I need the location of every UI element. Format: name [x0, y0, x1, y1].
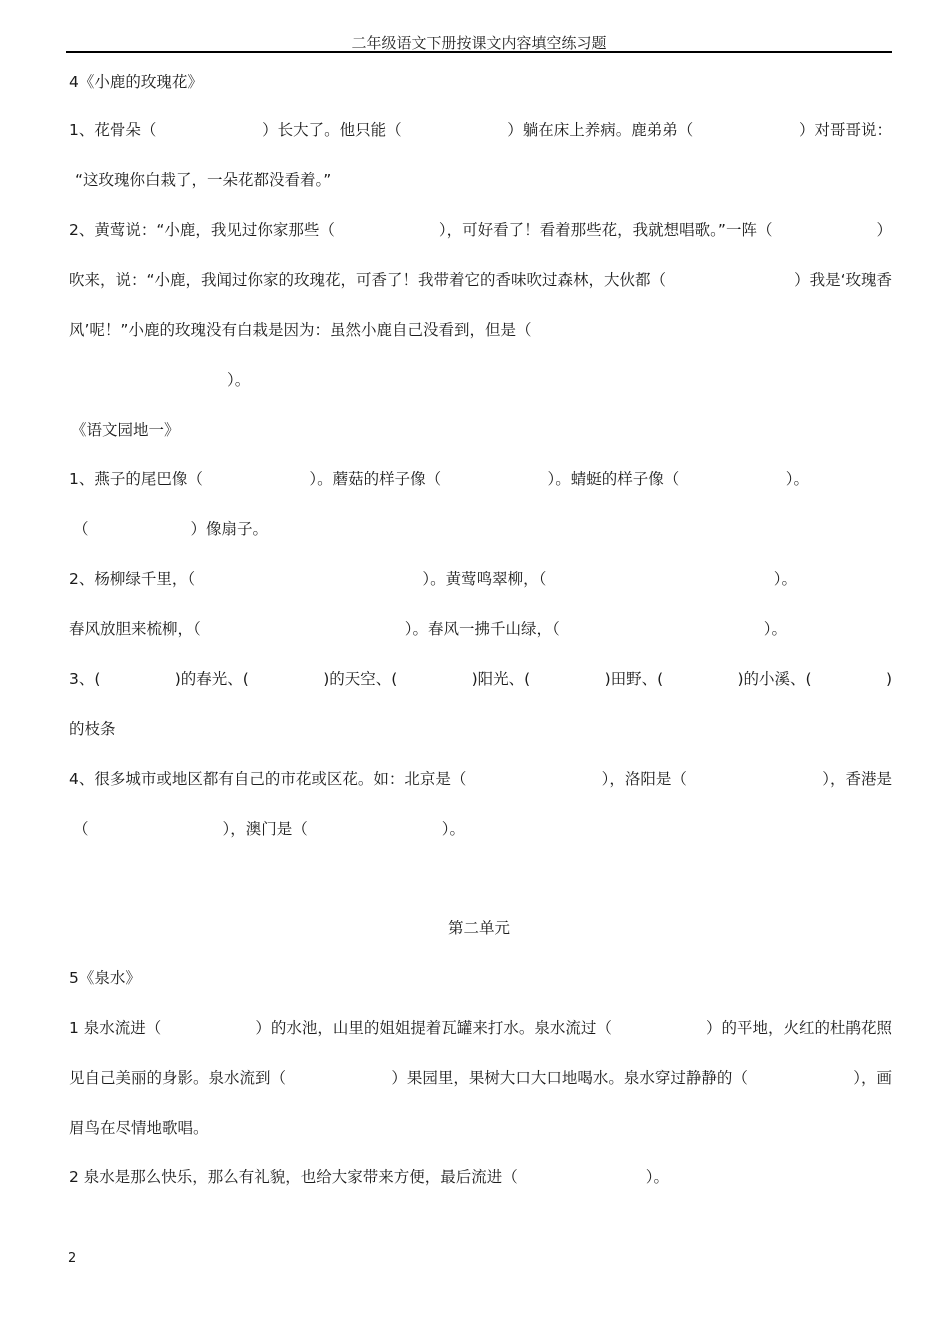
text-segment: ）。	[441, 820, 465, 838]
garden1-q2-line1	[69, 567, 797, 591]
text-segment: ）我是‘玫瑰香	[794, 271, 892, 289]
text-segment: ）。蜻蜓的样子像（	[547, 470, 680, 488]
text-segment: ），可好看了！看着那些花，我就想唱歌。”一阵（	[438, 221, 773, 239]
garden1-q3-line2: 的枝条	[69, 720, 116, 738]
garden1-q4-line1	[69, 767, 892, 791]
text-segment: ）。春风一拂千山绿，（	[404, 620, 560, 638]
lesson4-q2-line2	[69, 268, 892, 292]
text-segment: 3、(	[69, 670, 101, 688]
garden1-title: 《语文园地一》	[71, 421, 180, 439]
text-segment: ），香港是	[822, 770, 892, 788]
text-segment: ）的平地，火红的杜鹃花照	[705, 1019, 892, 1037]
text-segment: )的小溪、(	[737, 670, 812, 688]
lesson5-q2-line1	[69, 1165, 669, 1189]
lesson5-title: 5《泉水》	[69, 969, 141, 987]
text-segment: ）的水池，山里的姐姐提着瓦罐来打水。泉水流过（	[255, 1019, 612, 1037]
lesson5-q1-line1	[69, 1016, 892, 1040]
text-segment: 2 泉水是那么快乐，那么有礼貌，也给大家带来方便，最后流进（	[69, 1168, 518, 1186]
lesson5-q1-line2	[69, 1066, 892, 1090]
text-segment: ）长大了。他只能（	[262, 121, 402, 139]
text-segment: ）果园里，果树大口大口地喝水。泉水穿过静静的（	[391, 1069, 748, 1087]
lesson5-q1-line3: 眉鸟在尽情地歌唱。	[69, 1119, 209, 1137]
page-header-title: 二年级语文下册按课文内容填空练习题	[351, 34, 607, 52]
page-number: 2	[68, 1251, 77, 1266]
text-segment: （	[73, 520, 89, 538]
text-segment: ），澳门是（	[222, 820, 308, 838]
text-segment: ）。	[773, 570, 797, 588]
text-segment: 4、很多城市或地区都有自己的市花或区花。如：北京是（	[69, 770, 467, 788]
text-segment: ）。蘑菇的样子像（	[309, 470, 442, 488]
text-segment: 1、燕子的尾巴像（	[69, 470, 203, 488]
text-segment: 1 泉水流进（	[69, 1019, 162, 1037]
text-segment: )田野、(	[604, 670, 664, 688]
text-segment: ）像扇子。	[190, 520, 268, 538]
lesson4-q2-line3: 风’呢！”小鹿的玫瑰没有白栽是因为：虽然小鹿自己没看到，但是（	[69, 321, 532, 339]
text-segment: 2、杨柳绿千里，（	[69, 570, 196, 588]
text-segment: 2、黄莺说：“小鹿，我见过你家那些（	[69, 221, 335, 239]
text-segment: ），洛阳是（	[601, 770, 687, 788]
text-segment: 1、花骨朵（	[69, 121, 157, 139]
garden1-q1-line2	[73, 517, 268, 541]
lesson4-q2-line4: ）。	[227, 371, 251, 389]
header-rule	[66, 51, 892, 53]
text-segment: ）对哥哥说：	[798, 121, 892, 139]
garden1-q1-line1	[69, 467, 809, 491]
text-segment: )的天空、(	[323, 670, 398, 688]
text-segment: )阳光、(	[471, 670, 531, 688]
text-segment: ）。	[785, 470, 809, 488]
text-segment: )的春光、(	[174, 670, 249, 688]
text-segment: 春风放胆来梳柳，（	[69, 620, 201, 638]
text-segment: ）	[876, 221, 892, 239]
garden1-q4-line2	[73, 817, 465, 841]
text-segment: ）。黄莺鸣翠柳，（	[422, 570, 547, 588]
lesson4-title: 4《小鹿的玫瑰花》	[69, 73, 203, 91]
garden1-q3-line1	[69, 667, 892, 691]
unit2-heading: 第二单元	[447, 919, 510, 937]
text-segment: 吹来，说：“小鹿，我闻过你家的玫瑰花，可香了！我带着它的香味吹过森林，大伙都（	[69, 271, 667, 289]
text-segment: ）。	[763, 620, 787, 638]
text-segment: 见自己美丽的身影。泉水流到（	[69, 1069, 287, 1087]
text-segment: ）躺在床上养病。鹿弟弟（	[507, 121, 694, 139]
text-segment: ），画	[853, 1069, 892, 1087]
text-segment: （	[73, 820, 89, 838]
text-segment: ）。	[645, 1168, 669, 1186]
lesson4-q2-line1	[69, 218, 892, 242]
garden1-q2-line2	[69, 617, 787, 641]
lesson4-q1-line1	[69, 118, 892, 142]
text-segment: )	[885, 670, 892, 688]
lesson4-q1-line2: “这玫瑰你白栽了，一朵花都没看着。”	[75, 171, 332, 189]
